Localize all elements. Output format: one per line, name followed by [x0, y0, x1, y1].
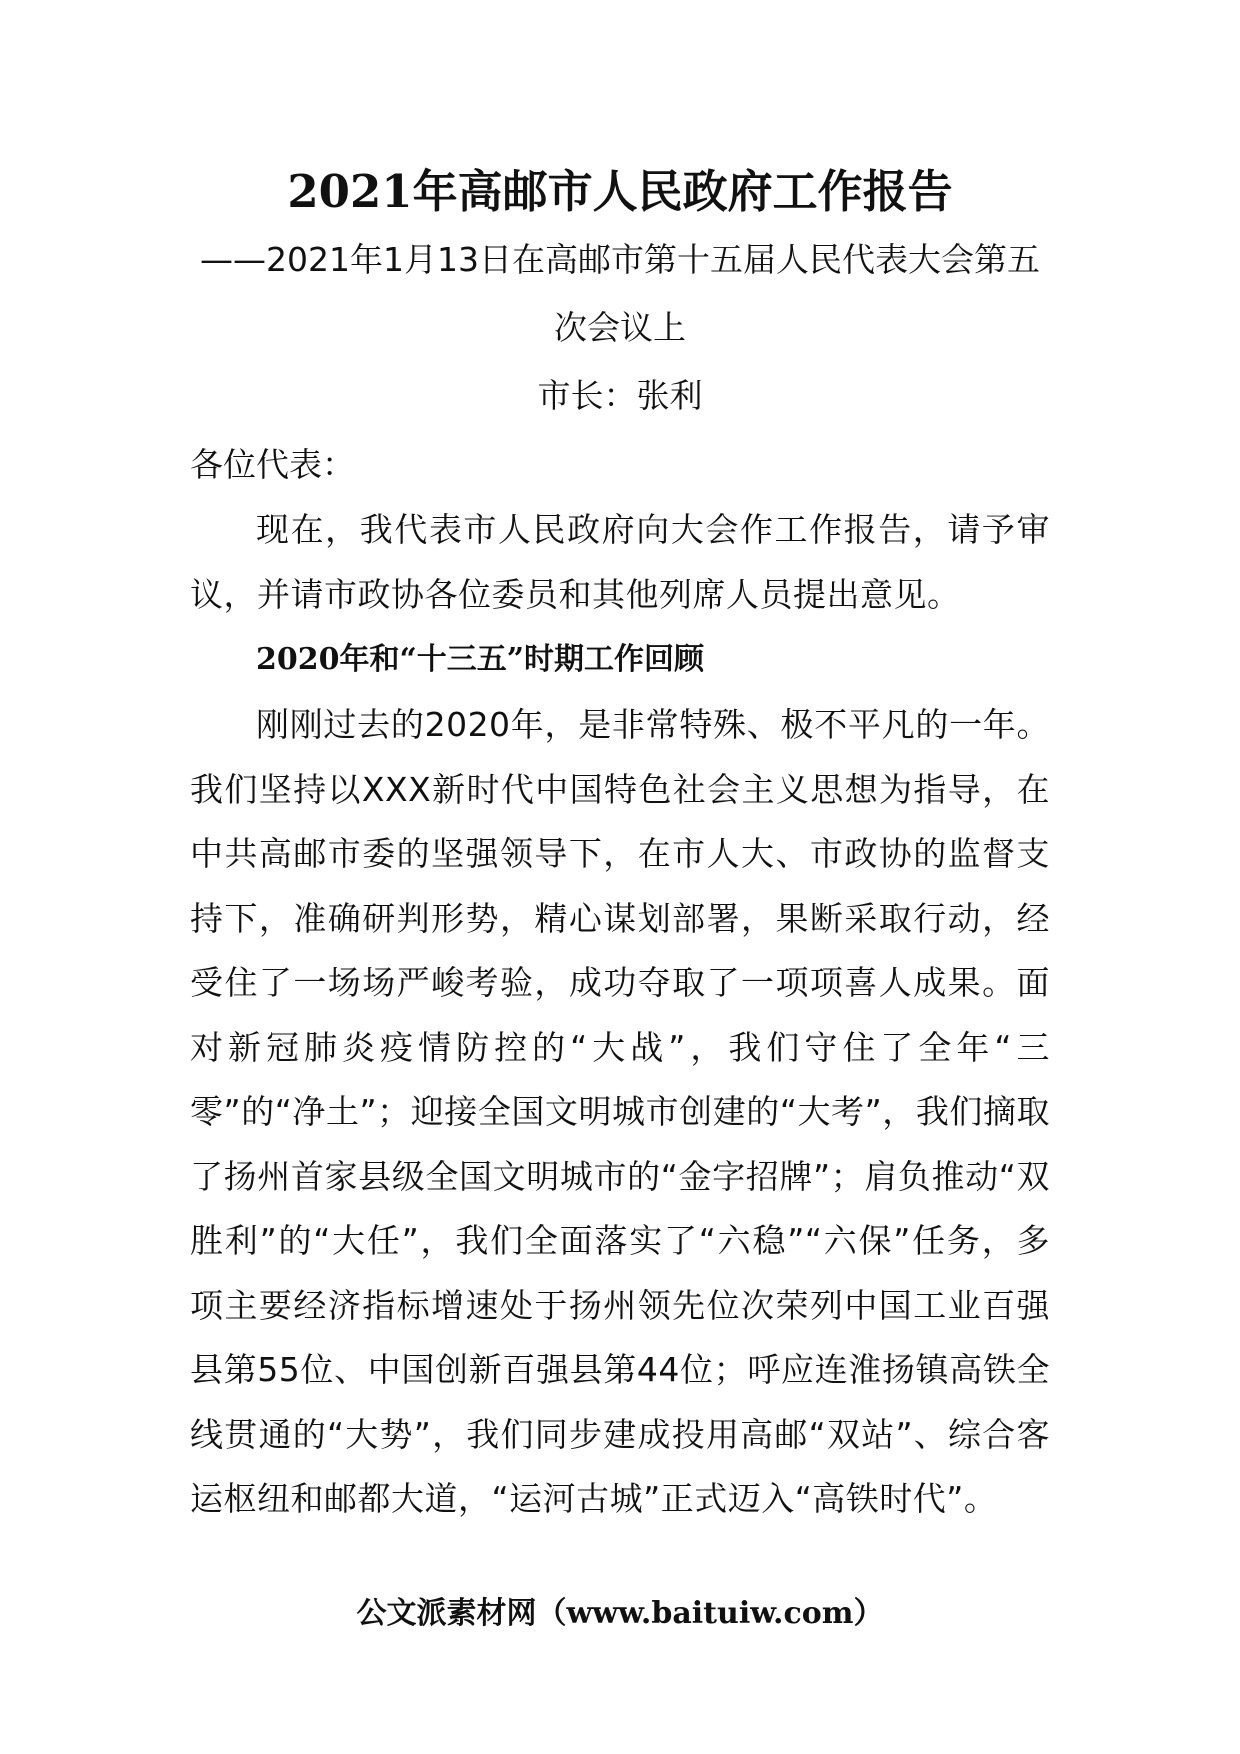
footer-watermark: 公文派素材网（www.baituiw.com） — [356, 1596, 884, 1631]
salutation: 各位代表： — [190, 445, 355, 484]
subtitle-line-2: 次会议上 — [554, 308, 686, 347]
author-line: 市长：张利 — [537, 376, 703, 415]
section-heading: 2020年和“十三五”时期工作回顾 — [256, 642, 705, 677]
subtitle-line-1: ——2021年1月13日在高邮市第十五届人民代表大会第五 — [200, 240, 1040, 279]
review-paragraph: 刚刚过去的2020年，是非常特殊、极不平凡的一年。我们坚持以XXX新时代中国特色社会主义思想为指导，在中共高邮市委的坚强领导下，在市人大、市政协的监督支持下，准确研判形势，精心谋划部署，果断采取行动，经受住了一场场严峻考验，成功夺取了一项项喜人成果。面对新冠肺炎疫情防控的“大战”，我们守住了全年“三零”的“净土”；迎接全国文明城市创建的“大考”，我们摘取了扬州首家县级全国文明城市的“金字招牌”；肩负推动“双胜利”的“大任”，我们全面落实了“六稳”“六保”任务，多项主要经济指标增速处于扬州领先位次荣列中国工业百强县第55位、中国创新百强县第44位；呼应连淮扬镇高铁全线贯通的“大势”，我们同步建成投用高邮“双站”、综合客运枢纽和邮都大道，“运河古城”正式迈入“高铁时代”。 — [190, 705, 1050, 1518]
document-title: 2021年高邮市人民政府工作报告 — [287, 165, 953, 218]
document-subtitle — [190, 226, 1050, 362]
intro-paragraph: 现在，我代表市人民政府向大会作工作报告，请予审议，并请市政协各位委员和其他列席人员提出意见。 — [190, 510, 1050, 614]
document-body — [190, 158, 1050, 1532]
